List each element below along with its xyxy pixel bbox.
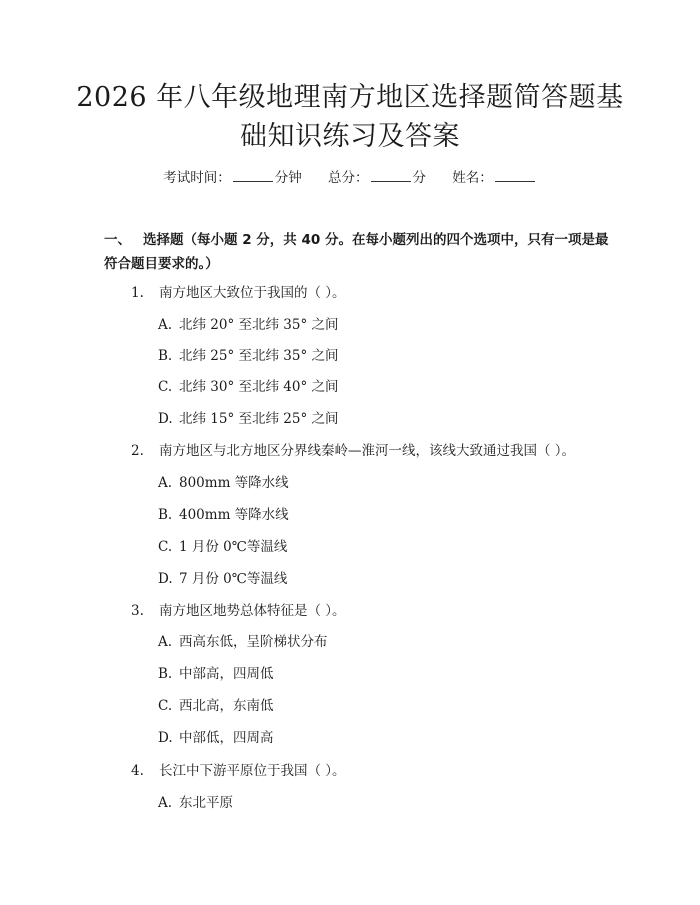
question-4 [131,761,346,781]
option-text: 北纬 20° 至北纬 35° 之间 [179,317,339,333]
option-1d [158,409,339,429]
question-1 [131,283,346,303]
option-3d [158,728,274,748]
total-score-unit: 分 [412,170,426,186]
question-3 [131,601,346,621]
option-letter: C. [158,379,173,395]
option-3a [158,632,328,652]
option-2b [158,505,289,525]
exam-time-blank [233,169,273,182]
section-instructions: 选择题（每小题 2 分，共 40 分。在每小题列出的四个选项中，只有一项是最符合题目要求的。） [104,232,609,272]
option-text: 东北平原 [179,795,233,811]
option-text: 西高东低，呈阶梯状分布 [179,634,328,650]
student-name-field [452,170,537,186]
option-letter: C. [158,539,173,555]
question-2 [131,441,575,461]
question-number: 2. [131,443,144,459]
option-text: 7 月份 0℃等温线 [179,571,288,587]
question-text: 长江中下游平原位于我国（ ）。 [159,763,346,779]
section-number: 一、 [104,232,131,248]
option-text: 北纬 25° 至北纬 35° 之间 [179,348,339,364]
total-score-label: 总分： [328,170,369,186]
option-letter: A. [158,634,173,650]
question-number: 4. [131,763,144,779]
exam-time-unit: 分钟 [274,170,302,186]
option-1b [158,346,339,366]
option-2d [158,569,287,589]
total-score-field [328,170,426,186]
question-text: 南方地区大致位于我国的（ ）。 [159,285,346,301]
option-letter: A. [158,795,173,811]
exam-info [0,166,700,186]
option-text: 北纬 15° 至北纬 25° 之间 [179,411,339,427]
total-score-blank [371,169,411,182]
question-text: 南方地区与北方地区分界线秦岭—淮河一线，该线大致通过我国（ ）。 [159,443,576,459]
option-letter: A. [158,317,173,333]
option-letter: C. [158,698,173,714]
option-text: 北纬 30° 至北纬 40° 之间 [179,379,339,395]
exam-time-label: 考试时间： [163,170,231,186]
option-letter: A. [158,475,173,491]
option-letter: B. [158,348,173,364]
student-name-blank [495,169,535,182]
option-letter: D. [158,411,173,427]
title-line-1: 2026 年八年级地理南方地区选择题简答题基 [76,82,624,113]
option-1a [158,315,339,335]
option-text: 800mm 等降水线 [179,475,289,491]
option-letter: D. [158,571,173,587]
option-letter: B. [158,666,173,682]
option-3b [158,664,274,684]
option-text: 中部高，四周低 [179,666,274,682]
option-1c [158,377,339,397]
question-text: 南方地区地势总体特征是（ ）。 [159,603,346,619]
option-text: 1 月份 0℃等温线 [179,539,288,555]
exam-time-field [163,170,302,186]
document-title [70,78,630,156]
option-text: 西北高，东南低 [179,698,274,714]
option-2c [158,537,287,557]
option-letter: B. [158,507,173,523]
option-text: 400mm 等降水线 [179,507,289,523]
title-line-2: 础知识练习及答案 [240,121,460,152]
option-text: 中部低，四周高 [179,730,274,746]
option-2a [158,473,289,493]
section-heading [104,228,614,276]
student-name-label: 姓名： [452,170,493,186]
question-number: 1. [131,285,144,301]
option-4a [158,793,233,813]
option-3c [158,696,274,716]
option-letter: D. [158,730,173,746]
question-number: 3. [131,603,144,619]
